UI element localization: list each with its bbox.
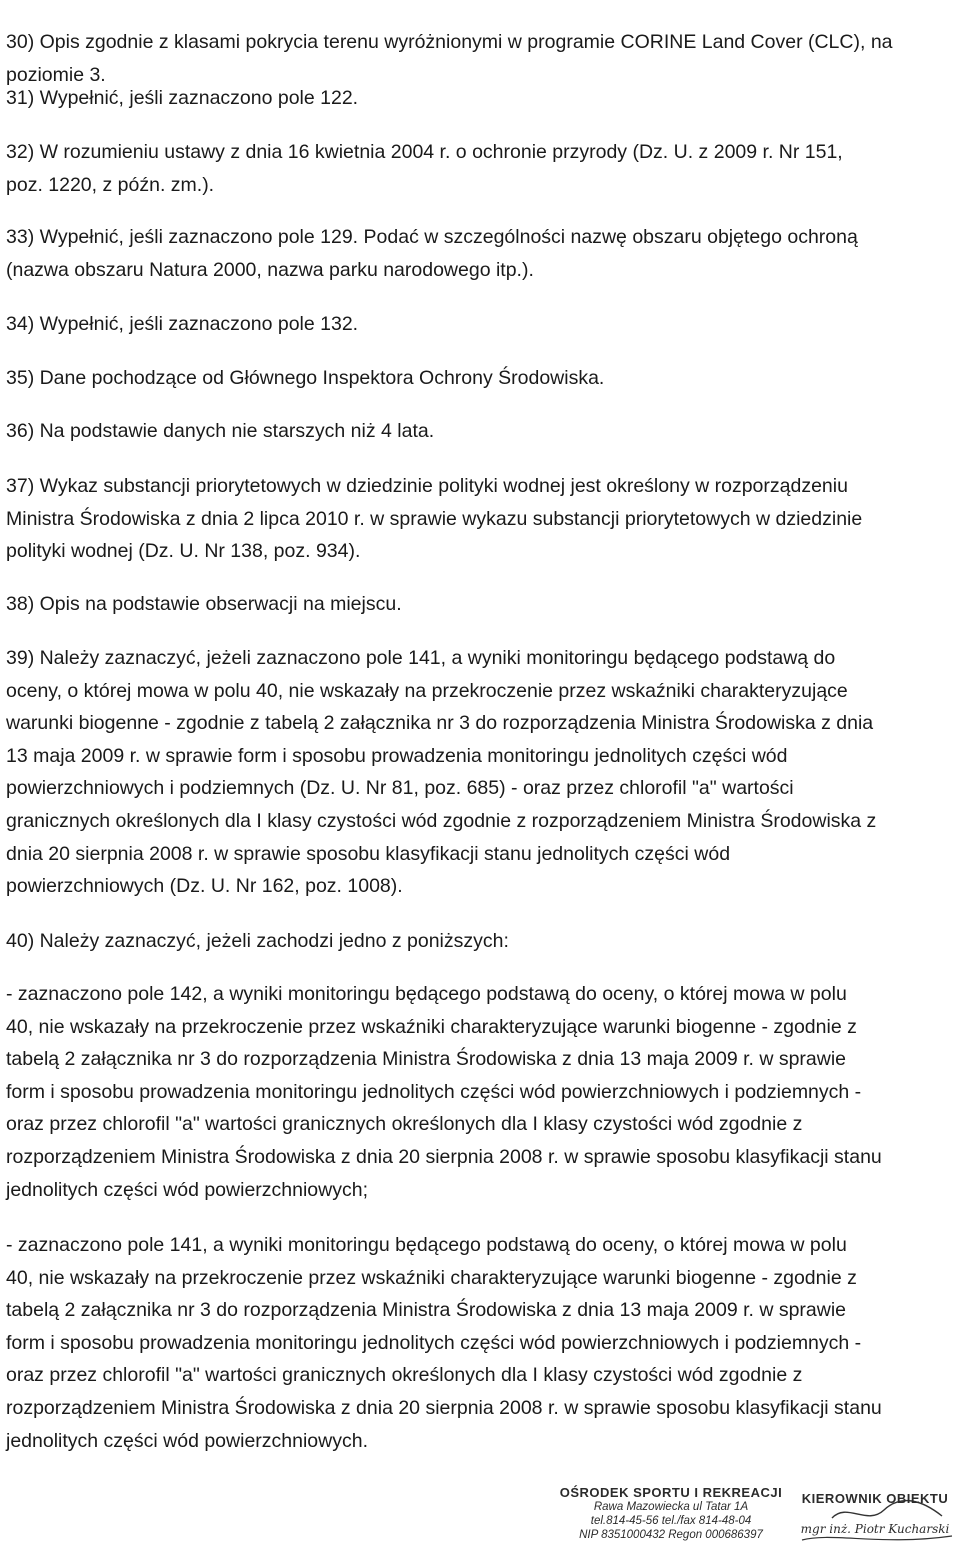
- manager-title: KIEROWNIK OBIEKTU: [801, 1491, 949, 1506]
- stamp-title: OŚRODEK SPORTU I REKREACJI: [559, 1485, 783, 1500]
- footnote-32: 32) W rozumieniu ustawy z dnia 16 kwietnia 2004 r. o ochronie przyrody (Dz. U. z 2009 r. Nr 151, poz. 1220, z późn. zm.).: [6, 141, 843, 196]
- footnote-40-bullet-2: - zaznaczono pole 141, a wyniki monitoringu będącego podstawą do oceny, o której mowa w polu 40, nie wskazały na przekroczenie przez wskaźniki charakteryzujące warunki biogenne - zgodnie z tabelą 2 załącznika nr 3 do rozporządzenia Ministra Środowiska z dnia 13 maja 2009 r. w sprawie form i sposobu prowadzenia monitoringu jednolitych części wód powierzchniowych i podziemnych - oraz przez chlorofil "a" wartości granicznych określonych dla I klasy czystości wód zgodnie z rozporządzeniem Ministra Środowiska z dnia 20 sierpnia 2008 r. w sprawie sposobu klasyfikacji stanu jednolitych części wód powierzchniowych.: [6, 1234, 882, 1452]
- footnote-30: 30) Opis zgodnie z klasami pokrycia terenu wyróżnionymi w programie CORINE Land Cover (CLC), na poziomie 3.: [6, 31, 893, 86]
- footnote-33: 33) Wypełnić, jeśli zaznaczono pole 129. Podać w szczególności nazwę obszaru objętego ochroną (nazwa obszaru Natura 2000, nazwa parku narodowego itp.).: [6, 226, 858, 281]
- stamp-phone: tel.814-45-56 tel./fax 814-48-04: [590, 1515, 752, 1527]
- institution-stamp: [556, 1486, 786, 1542]
- footnote-36: 36) Na podstawie danych nie starszych niż 4 lata.: [6, 420, 435, 442]
- manager-stamp: [790, 1490, 960, 1538]
- footnote-31: 31) Wypełnić, jeśli zaznaczono pole 122.: [6, 87, 359, 109]
- footnote-40-bullet-1: - zaznaczono pole 142, a wyniki monitoringu będącego podstawą do oceny, o której mowa w polu 40, nie wskazały na przekroczenie przez wskaźniki charakteryzujące warunki biogenne - zgodnie z tabelą 2 załącznika nr 3 do rozporządzenia Ministra Środowiska z dnia 13 maja 2009 r. w sprawie form i sposobu prowadzenia monitoringu jednolitych części wód powierzchniowych i podziemnych - oraz przez chlorofil "a" wartości granicznych określonych dla I klasy czystości wód zgodnie z rozporządzeniem Ministra Środowiska z dnia 20 sierpnia 2008 r. w sprawie sposobu klasyfikacji stanu jednolitych części wód powierzchniowych;: [6, 983, 882, 1201]
- footnote-39: 39) Należy zaznaczyć, jeżeli zaznaczono pole 141, a wyniki monitoringu będącego podstawą do oceny, o której mowa w polu 40, nie wskazały na przekroczenie przez wskaźniki charakteryzujące warunki biogenne - zgodnie z tabelą 2 załącznika nr 3 do rozporządzenia Ministra Środowiska z dnia 13 maja 2009 r. w sprawie form i sposobu prowadzenia monitoringu jednolitych części wód powierzchniowych i podziemnych (Dz. U. Nr 81, poz. 685) - oraz przez chlorofil "a" wartości granicznych określonych dla I klasy czystości wód zgodnie z rozporządzeniem Ministra Środowiska z dnia 20 sierpnia 2008 r. w sprawie sposobu klasyfikacji stanu jednolitych części wód powierzchniowych (Dz. U. Nr 162, poz. 1008).: [6, 647, 877, 898]
- manager-signature: mgr inż. Piotr Kucharski: [800, 1522, 950, 1536]
- stamp-address: Rawa Mazowiecka ul Tatar 1A: [593, 1501, 749, 1513]
- footnote-38: 38) Opis na podstawie obserwacji na miejscu.: [6, 593, 402, 615]
- stamp-ids: NIP 8351000432 Regon 000686397: [579, 1529, 763, 1541]
- footnote-35: 35) Dane pochodzące od Głównego Inspektora Ochrony Środowiska.: [6, 367, 605, 389]
- footnote-40: 40) Należy zaznaczyć, jeżeli zachodzi jedno z poniższych:: [6, 930, 509, 952]
- footnote-37: 37) Wykaz substancji priorytetowych w dziedzinie polityki wodnej jest określony w rozporządzeniu Ministra Środowiska z dnia 2 lipca 2010 r. w sprawie wykazu substancji priorytetowych w dziedzinie polityki wodnej (Dz. U. Nr 138, poz. 934).: [6, 475, 863, 563]
- footnote-34: 34) Wypełnić, jeśli zaznaczono pole 132.: [6, 313, 359, 335]
